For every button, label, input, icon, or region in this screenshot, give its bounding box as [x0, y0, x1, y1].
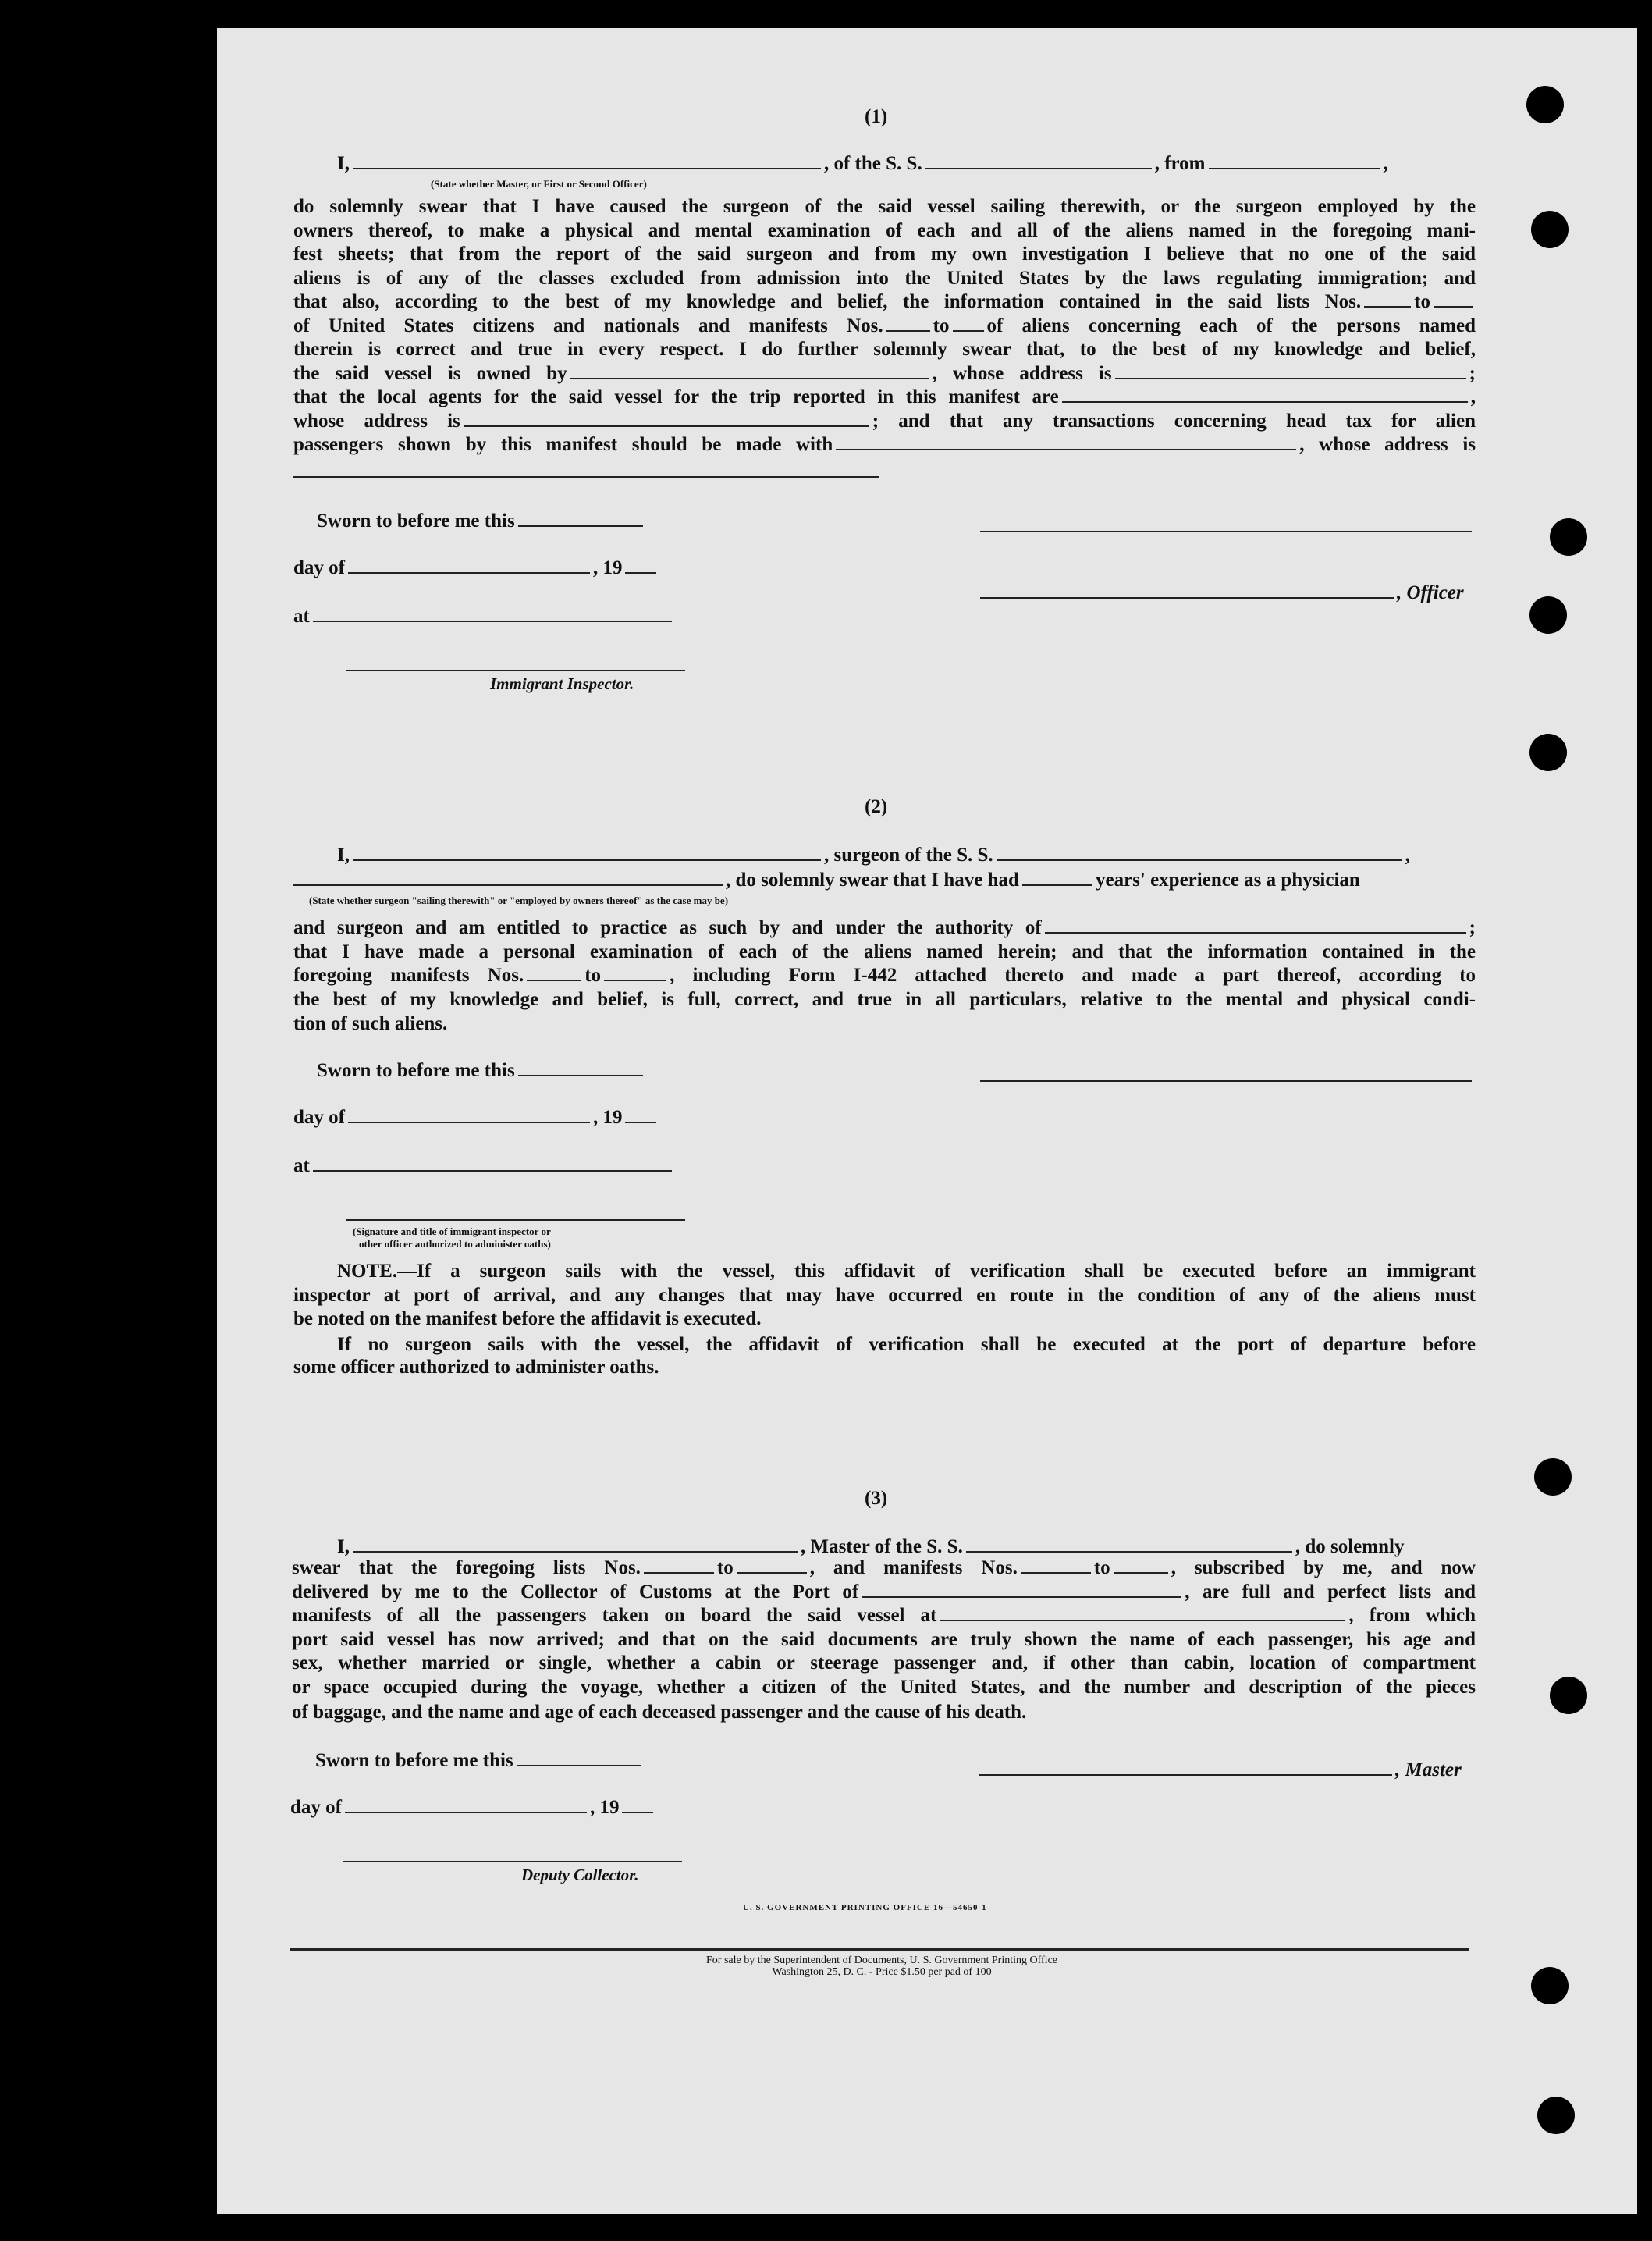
section-number: (3) — [865, 1488, 888, 1509]
oath-line: I, , of the S. S. , from , — [337, 153, 1388, 174]
oath-line: I, , surgeon of the S. S. , — [337, 845, 1410, 866]
section-number: (1) — [865, 106, 888, 127]
footer-rule — [290, 1948, 1469, 1951]
sworn-line: Sworn to before me this — [315, 1750, 645, 1772]
oath-text: and surgeon and am entitled to practice as such by and under the authority of ; that I have made a personal examination of each of the aliens named herein; and that the information contained in the foregoing manifests Nos. to , including Form I-442 attached thereto and made a part thereof, according to the best of my knowledge and belief, is full, correct, and true in all particulars, relative to the mental and physical condi- — [293, 917, 1476, 1010]
note-text: some officer authorized to administer oaths. — [293, 1357, 659, 1378]
signature-line — [346, 1219, 685, 1221]
field-caption: (State whether Master, or First or Second Officer) — [431, 178, 647, 190]
day-line: day of , 19 — [293, 557, 659, 579]
sale-notice: For sale by the Superintendent of Documents, U. S. Government Printing Office Washington 25, D. C. - Price $1.50 per pad of 100 — [706, 1955, 1057, 1978]
oath-text: swear that the foregoing lists Nos. to , and manifests Nos. to , subscribed by me, and now delivered by me to the Collector of Customs at the Port of , are full and perfect lists and manifests of all the passengers taken on board the said vessel at , from which port said vessel has now arrived; and that on the said documents are truly shown the name of each passenger, his age and sex, whether married or single, whether a cabin or steerage passenger and, if other than cabin, location of compartment or space occupied during the voyage, whether a citizen of the United States, and the number and description of the pieces — [292, 1557, 1476, 1698]
signature-caption: other officer authorized to administer oaths) — [359, 1238, 551, 1250]
section-number: (2) — [865, 796, 888, 817]
printer-imprint: U. S. GOVERNMENT PRINTING OFFICE 16—54650-1 — [743, 1903, 987, 1912]
binder-hole — [1531, 1967, 1569, 2004]
note-text: NOTE.—If a surgeon sails with the vessel, this affidavit of verification shall be executed before an immigrant inspector at port of arrival, and any changes that may have occurred en route in the condition of any of the aliens must — [293, 1261, 1476, 1306]
sworn-line: Sworn to before me this — [317, 1060, 646, 1082]
collector-caption: Deputy Collector. — [521, 1866, 639, 1884]
signature-line — [343, 1861, 682, 1862]
binder-hole — [1537, 2097, 1575, 2134]
note-text: If no surgeon sails with the vessel, the affidavit of verification shall be executed at the port of departure before — [337, 1334, 1476, 1355]
signature-line — [980, 1080, 1472, 1082]
note-text: be noted on the manifest before the affidavit is executed. — [293, 1308, 762, 1329]
oath-text-end: of baggage, and the name and age of each deceased passenger and the cause of his death. — [292, 1702, 1027, 1723]
binder-hole — [1529, 596, 1567, 634]
blank-line — [293, 476, 879, 478]
oath-text-end: tion of such aliens. — [293, 1013, 448, 1034]
day-line: day of , 19 — [293, 1107, 659, 1129]
binder-hole — [1550, 518, 1587, 556]
inspector-caption: Immigrant Inspector. — [490, 674, 634, 693]
sworn-line: Sworn to before me this — [317, 510, 646, 532]
officer-line: , Officer — [980, 582, 1464, 604]
day-line: day of , 19 — [290, 1797, 656, 1819]
field-caption: (State whether surgeon "sailing therewith" or "employed by owners thereof" as the case may be) — [309, 895, 729, 906]
master-line: , Master — [979, 1759, 1462, 1781]
binder-hole — [1529, 734, 1567, 771]
at-line: at — [293, 1155, 675, 1177]
signature-line — [346, 670, 685, 671]
oath-line: I, , Master of the S. S. , do solemnly — [337, 1536, 1405, 1557]
signature-caption: (Signature and title of immigrant inspector or — [353, 1225, 551, 1237]
oath-text: do solemnly swear that I have caused the surgeon of the said vessel sailing therewith, or the surgeon employed by the owners thereof, to make a physical and mental examination of each and all of the aliens named in the foregoing mani- fest sheets; that from the report of the said surgeon and from my own investigation I believe that no one of the said aliens is of any of the classes excluded from admission into the United States by the laws regulating immigration; and that also, according to the best of my knowledge and belief, the information contained in the said lists Nos. to of United States citizens and nationals and manifests Nos. to of aliens concerning each of the persons named therein is correct and true in every respect. I do further solemnly swear that, to the best of my knowledge and belief, the said vessel is owned by , whose address is ; that the local agents for the said vessel for the trip reported in this manifest are , whose address is ; and that any transactions concerning head tax for alien passengers shown by this manifest should be made with , whose address is — [293, 196, 1476, 455]
binder-hole — [1526, 86, 1564, 123]
binder-hole — [1550, 1677, 1587, 1714]
oath-line: , do solemnly swear that I have had years' experience as a physician — [293, 870, 1360, 891]
signature-line — [980, 531, 1472, 532]
binder-hole — [1531, 211, 1569, 248]
binder-hole — [1534, 1458, 1572, 1496]
at-line: at — [293, 606, 675, 628]
